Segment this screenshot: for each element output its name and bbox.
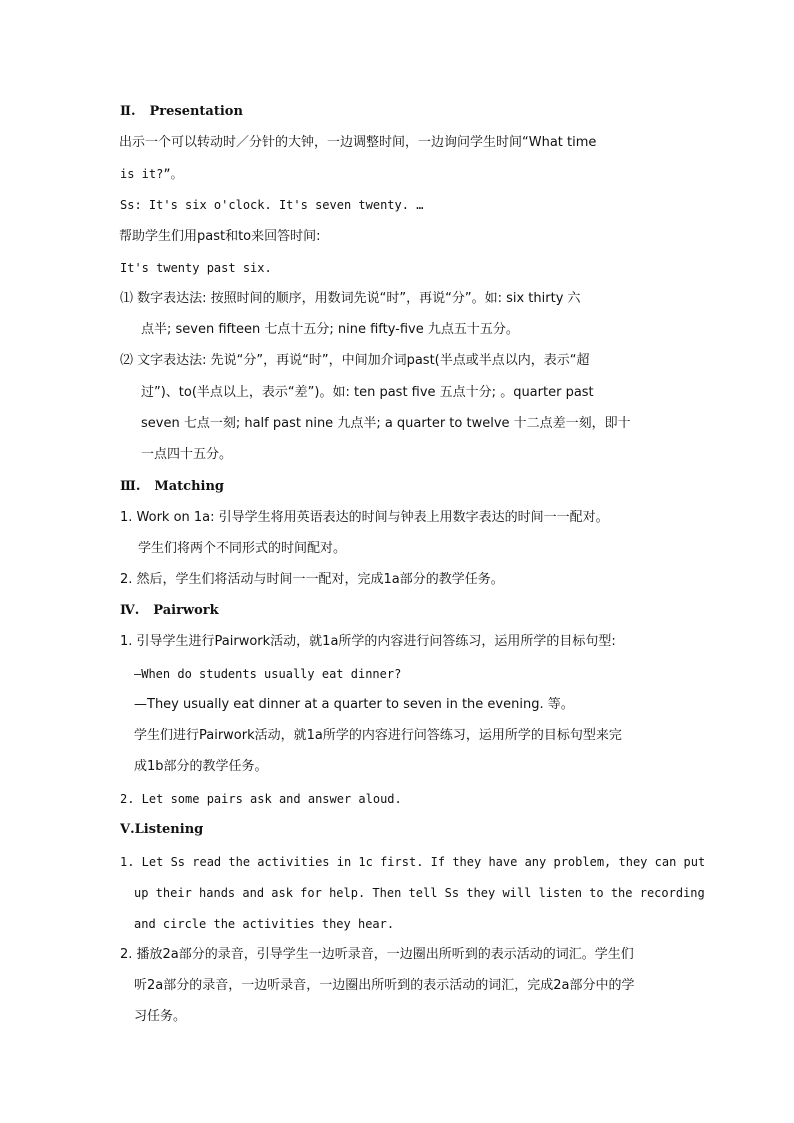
- section-heading-listening: Ⅴ.Listening: [120, 822, 204, 837]
- paragraph-line: 听2a部分的录音，一边听录音，一边圈出所听到的表示活动的词汇，完成2a部分中的学: [134, 978, 635, 993]
- paragraph-line: 1. Work on 1a: 引导学生将用英语表达的时间与钟表上用数字表达的时间一一配对。: [120, 510, 609, 525]
- paragraph-line: —They usually eat dinner at a quarter to seven in the evening. 等。: [134, 697, 574, 712]
- paragraph-line: 出示一个可以转动时／分针的大钟，一边调整时间，一边询问学生时间“What time: [119, 135, 597, 150]
- paragraph-line: 2. 播放2a部分的录音，引导学生一边听录音，一边圈出所听到的表示活动的词汇。学生们: [120, 947, 634, 962]
- paragraph-line: ⑵ 文字表达法: 先说“分”，再说“时”，中间加介词past(半点或半点以内，表示“超: [120, 353, 590, 368]
- paragraph-line: up their hands and ask for help. Then tell Ss they will listen to the recording: [134, 886, 705, 900]
- paragraph-line: 2. 然后，学生们将活动与时间一一配对，完成1a部分的教学任务。: [120, 572, 504, 587]
- paragraph-line: and circle the activities they hear.: [134, 917, 395, 931]
- section-heading-presentation: Ⅱ. Presentation: [120, 104, 243, 119]
- paragraph-line: 1. 引导学生进行Pairwork活动，就1a所学的内容进行问答练习，运用所学的目标句型:: [120, 634, 616, 649]
- paragraph-line: 帮助学生们用past和to来回答时间:: [119, 229, 321, 244]
- paragraph-line: 1. Let Ss read the activities in 1c first. If they have any problem, they can put: [120, 855, 706, 869]
- paragraph-line: 学生们进行Pairwork活动，就1a所学的内容进行问答练习，运用所学的目标句型来完: [134, 728, 622, 743]
- section-heading-pairwork: Ⅳ. Pairwork: [120, 603, 219, 618]
- paragraph-line: 习任务。: [134, 1009, 187, 1024]
- paragraph-line: 学生们将两个不同形式的时间配对。: [138, 541, 347, 556]
- paragraph-line: ⑴ 数字表达法: 按照时间的顺序，用数词先说“时”，再说“分”。如: six thirty 六: [120, 291, 581, 306]
- paragraph-line: 点半; seven fifteen 七点十五分; nine fifty-five 九点五十五分。: [141, 322, 519, 337]
- paragraph-line: Ss: It's six o'clock. It's seven twenty. …: [120, 198, 424, 212]
- paragraph-line: 一点四十五分。: [141, 447, 233, 462]
- paragraph-line: is it?”。: [120, 167, 183, 181]
- paragraph-line: 过”)、to(半点以上，表示“差”)。如: ten past five 五点十分; 。quarter past: [141, 385, 594, 400]
- paragraph-line: seven 七点一刻; half past nine 九点半; a quarter to twelve 十二点差一刻，即十: [141, 416, 631, 431]
- paragraph-line: 2. Let some pairs ask and answer aloud.: [120, 792, 402, 806]
- section-heading-matching: Ⅲ. Matching: [120, 479, 225, 494]
- paragraph-line: —When do students usually eat dinner?: [134, 667, 402, 681]
- paragraph-line: 成1b部分的教学任务。: [134, 759, 268, 774]
- paragraph-line: It's twenty past six.: [120, 261, 272, 275]
